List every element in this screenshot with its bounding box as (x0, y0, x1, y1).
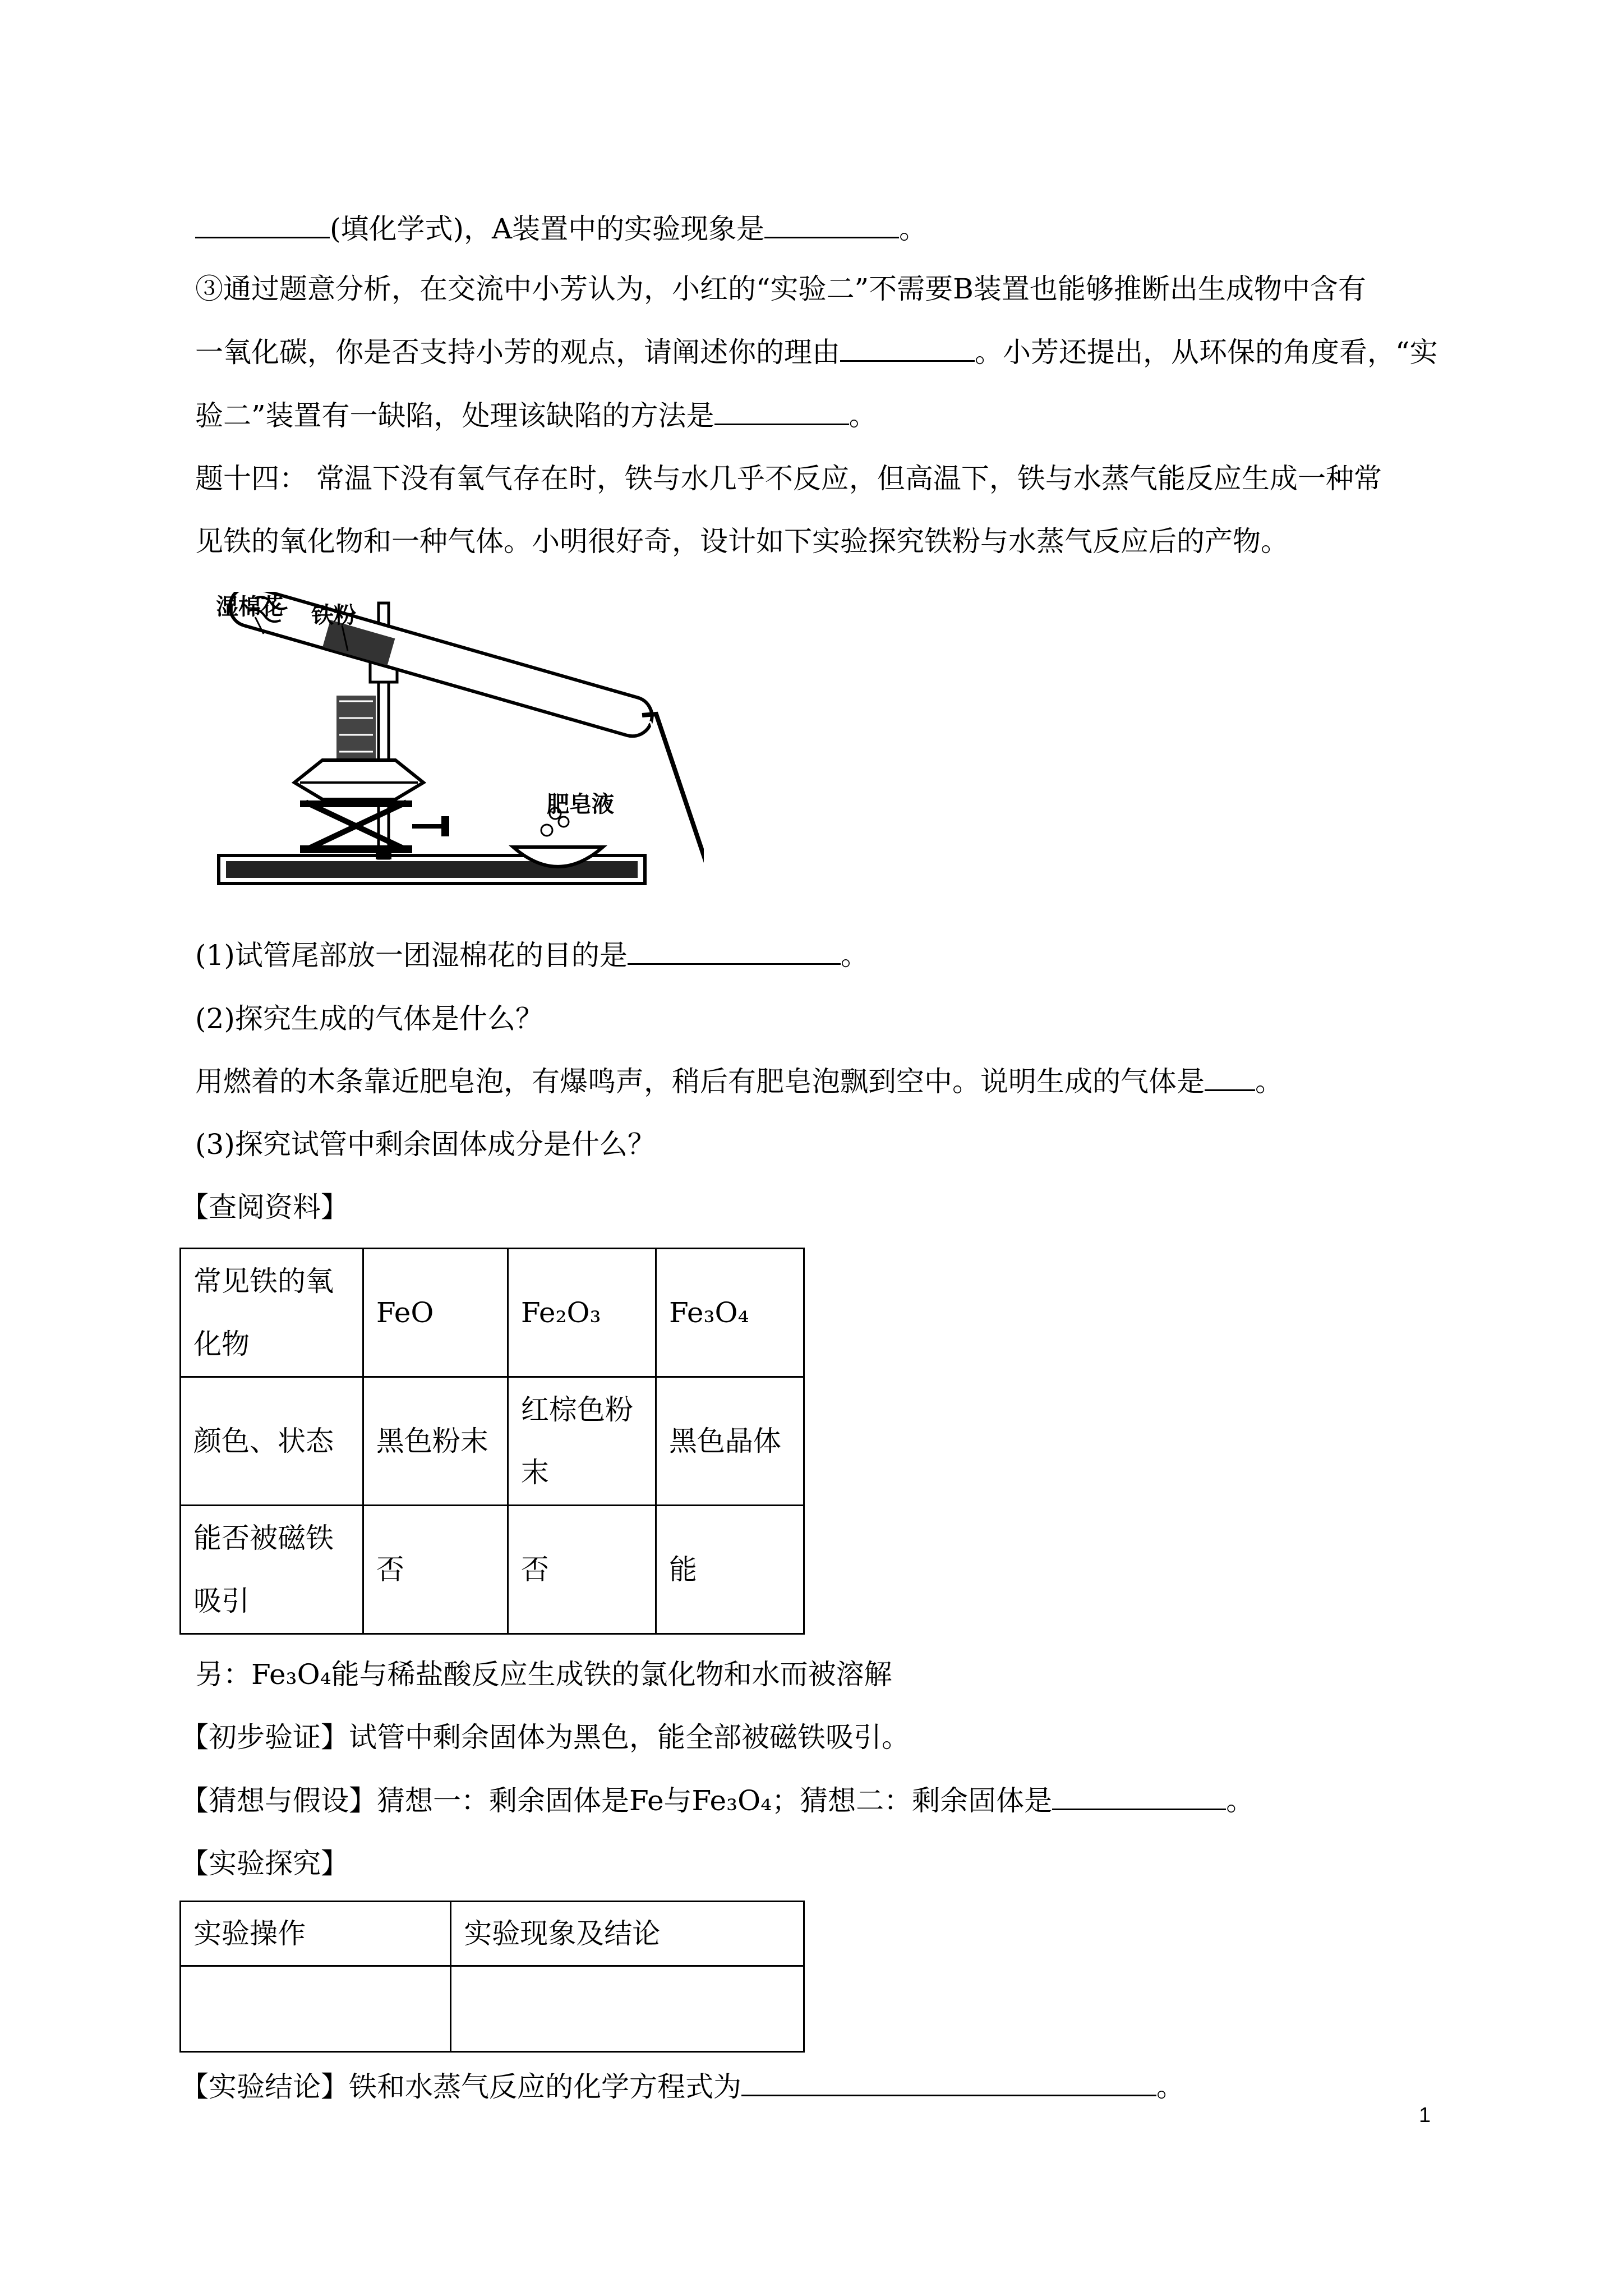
answer-blank[interactable] (714, 399, 849, 425)
answer-blank[interactable] (1205, 1065, 1255, 1091)
question-2-detail: 用燃着的木条靠近肥皂泡，有爆鸣声，稍后有肥皂泡飘到空中。说明生成的气体是 。 (195, 1065, 1283, 1098)
problem-14-intro-2: 见铁的氧化物和一种气体。小明很好奇，设计如下实验探究铁粉与水蒸气反应后的产物。 (195, 525, 1289, 558)
initial-verification: 【初步验证】试管中剩余固体为黑色，能全部被磁铁吸引。 (181, 1721, 910, 1754)
figure-label-wet-cotton: 湿棉花 (216, 594, 283, 620)
section-consult-materials: 【查阅资料】 (181, 1191, 349, 1223)
answer-blank[interactable] (840, 335, 975, 362)
apparatus-figure (210, 592, 704, 895)
question-2: (2)探究生成的气体是什么？ (195, 1002, 543, 1035)
table-row: 常见铁的氧化物 FeO Fe₂O₃ Fe₃O₄ (181, 1249, 804, 1377)
figure-label-soap-solution: 肥皂液 (547, 792, 614, 817)
text-line-4: 验二”装置有一缺陷，处理该缺陷的方法是 。 (195, 399, 877, 432)
answer-blank[interactable] (628, 938, 841, 965)
experiment-result-cell[interactable] (451, 1966, 804, 2052)
table-row: 能否被磁铁吸引 否 否 能 (181, 1506, 804, 1634)
text-line-2: ③通过题意分析，在交流中小芳认为，小红的“实验二”不需要B装置也能够推断出生成物中含有 (195, 273, 1366, 305)
text-line-1: (填化学式)，A装置中的实验现象是 。 (195, 212, 927, 246)
question-1: (1)试管尾部放一团湿棉花的目的是 。 (195, 939, 869, 972)
hypothesis: 【猜想与假设】猜想一：剩余固体是Fe与Fe₃O₄；猜想二：剩余固体是 。 (181, 1784, 1255, 1817)
problem-14-intro-1: 题十四： 常温下没有氧气存在时，铁与水几乎不反应，但高温下，铁与水蒸气能反应生成一种常 (195, 462, 1382, 495)
text-line-3: 一氧化碳，你是否支持小芳的观点，请阐述你的理由 。小芳还提出，从环保的角度看，“实 (195, 336, 1438, 369)
section-experiment: 【实验探究】 (181, 1847, 349, 1880)
figure-label-iron-powder: 铁粉 (311, 602, 356, 628)
answer-blank[interactable] (1052, 1784, 1226, 1810)
answer-blank[interactable] (764, 212, 899, 238)
answer-blank[interactable] (741, 2070, 1156, 2096)
iron-oxide-table (179, 1248, 805, 1635)
note-fe3o4: 另：Fe₃O₄能与稀盐酸反应生成铁的氯化物和水而被溶解 (195, 1658, 892, 1691)
page-number: 1 (1419, 2104, 1431, 2127)
experiment-operation-cell[interactable] (181, 1966, 451, 2052)
question-3: (3)探究试管中剩余固体成分是什么？ (195, 1128, 656, 1161)
table-row: 实验操作 实验现象及结论 (181, 1902, 804, 1966)
table-row: 颜色、状态 黑色粉末 红棕色粉末 黑色晶体 (181, 1377, 804, 1506)
experiment-table (179, 1901, 805, 2053)
experiment-conclusion: 【实验结论】铁和水蒸气反应的化学方程式为 。 (181, 2070, 1184, 2103)
table-row (181, 1966, 804, 2052)
answer-blank[interactable] (195, 212, 330, 238)
